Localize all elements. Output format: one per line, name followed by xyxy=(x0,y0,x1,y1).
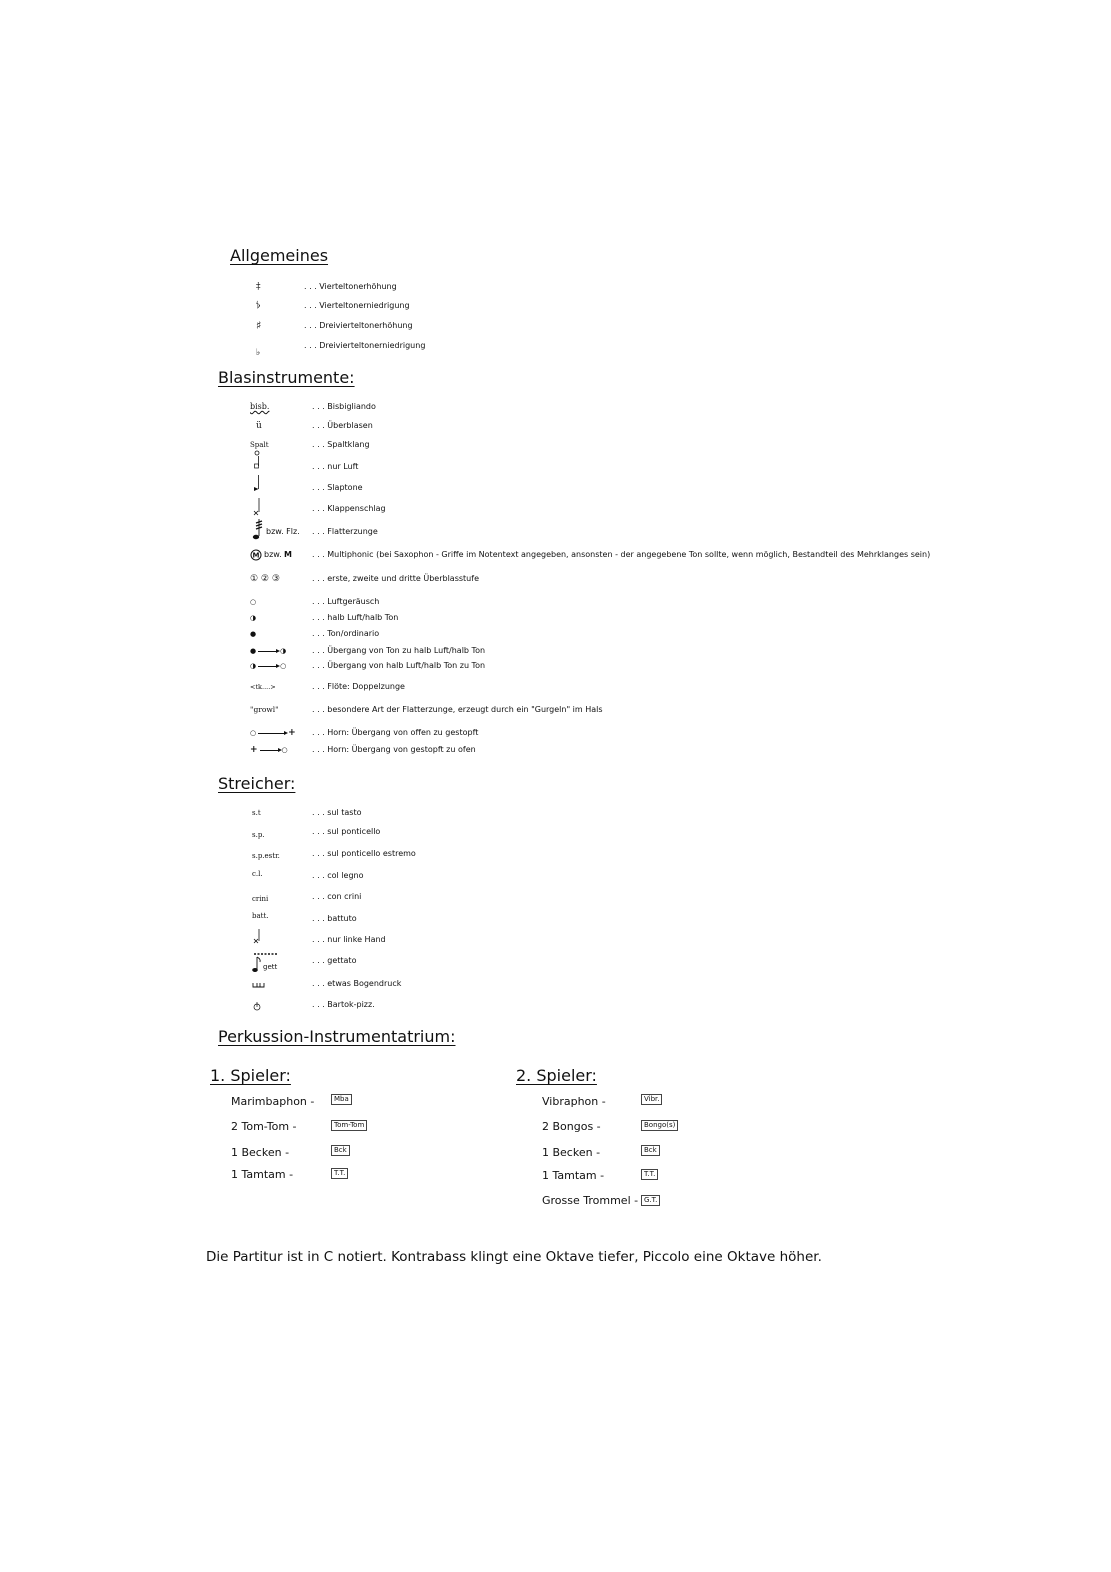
split-tone-icon: Spalt xyxy=(250,441,269,449)
stopped-to-open-icon: + ○ xyxy=(250,745,288,755)
sul-ponticello-icon: s.p. xyxy=(252,831,265,839)
air-only-note-icon xyxy=(250,450,264,470)
instrument-name: 1 Tamtam - xyxy=(542,1169,605,1182)
section-heading-blasinstrumente: Blasinstrumente: xyxy=(218,368,355,387)
instrument-name: Grosse Trommel - xyxy=(542,1194,639,1207)
instrument-abbr: Tom-Tom xyxy=(331,1120,367,1131)
overblow-levels-icon: ① ② ③ xyxy=(250,574,280,584)
legend-page: Allgemeines ‡ . . . Vierteltonerhöhung 𝄳 . . . Vierteltonerniedrigung ♯ . . . Dreivierteltonerhöhung ♭ . . . Dreivierteltonerniedrigung Blasinstrumente: bisb. . . . Bisbigliando ü . . . Überblasen Spalt . . . Spaltklang . . . nur Luft . . . Slaptone . . . Klappenschlag bzw. Flz. . . . Flatterzunge M bzw. M . . . Multiphonic (bei Saxophon - Griffe im Notentext angegeben, ansonsten - der angegebene Ton sollte, wenn möglich, Bestandteil des Mehrklanges sein) ① ② ③ . . . erste, zweite und dritte Überblasstufe ○ . . . Luftgeräusch ◑ . . . halb Luft/halb Ton ● . . . Ton/ordinario ● ◑ . . . Übergang von Ton zu halb Luft/halb Ton ◑ ○ . . . Übergang von halb Luft/halb Ton zu Ton <tk....> . . . Flöte: Doppelzunge "growl" . . . besondere Art der Flatterzunge, erzeugt durch ein "Gurgeln" im Hals ○ + . . . Horn: Übergang von offen zu gestopft + ○ . . . Horn: Übergang von gestopft zu ofen Streicher: s.t . . . sul tasto s.p. . . . sul ponticello s.p.estr. . . . sul ponticello estremo c.l. . . . col legno crini . . . con crini batt. . . . battuto . . . nur linke Hand gett . . . gettato . . . etwas Bogendruck . . . Bartok-pizz. Perkussion-Instrumentatrium: 1. Spieler: 2. Spieler: Marimbaphon - Mba 2 Tom-Tom - Tom-Tom 1 Becken - Bck 1 Tamtam - T.T. Vibraphon - Vibr. 2 Bongos - Bongo(s) 1 Becken - Bck 1 Tamtam - T.T. Grosse Trommel - G.T. Die Partitur ist in C notiert. Kontrabass klingt eine Oktave tiefer, Piccolo eine Oktave höher. xyxy=(206,246,931,1265)
key-click-note-icon xyxy=(250,498,264,518)
quarter-flat-icon: 𝄳 xyxy=(256,301,261,311)
svg-text:M: M xyxy=(252,551,260,560)
overblow-icon: ü xyxy=(256,421,262,431)
spieler-1-heading: 1. Spieler: xyxy=(210,1066,291,1085)
instrument-name: Vibraphon - xyxy=(542,1095,606,1108)
flutter-tongue-note-icon xyxy=(250,519,264,541)
instrument-name: 2 Tom-Tom - xyxy=(231,1120,297,1133)
section-heading-allgemeines: Allgemeines xyxy=(230,246,329,265)
col-legno-icon: c.l. xyxy=(252,870,263,878)
instrument-abbr: Bck xyxy=(641,1145,660,1156)
instrument-abbr: G.T. xyxy=(641,1195,660,1206)
multiphonic-icon xyxy=(250,549,262,561)
instrument-name: 1 Becken - xyxy=(542,1146,601,1159)
tone-to-half-air-icon: ● ◑ xyxy=(250,647,287,655)
growl-icon: "growl" xyxy=(250,705,279,714)
left-hand-only-note-icon xyxy=(252,929,264,947)
half-air-to-tone-icon: ◑ ○ xyxy=(250,662,287,670)
section-heading-streicher: Streicher: xyxy=(218,774,296,793)
instrument-name: Marimbaphon - xyxy=(231,1095,315,1108)
battuto-icon: batt. xyxy=(252,912,269,920)
instrument-name: 1 Becken - xyxy=(231,1146,290,1159)
quarter-sharp-icon: ‡ xyxy=(256,282,261,292)
footer-note: Die Partitur ist in C notiert. Kontrabass klingt eine Oktave tiefer, Piccolo eine Oktave höher. xyxy=(206,1249,822,1265)
sul-ponticello-estremo-icon: s.p.estr. xyxy=(252,852,280,860)
double-tongue-icon: <tk....> xyxy=(250,683,276,691)
bartok-pizz-icon xyxy=(252,1000,262,1012)
instrument-abbr: T.T. xyxy=(331,1168,348,1179)
open-to-stopped-icon: ○ + xyxy=(250,728,296,738)
three-quarter-flat-icon: ♭ xyxy=(256,348,261,358)
instrument-abbr: Vibr. xyxy=(641,1094,662,1105)
instrument-abbr: Bongo(s) xyxy=(641,1120,678,1131)
spieler-2-heading: 2. Spieler: xyxy=(516,1066,597,1085)
bisbigliando-icon: bisb. xyxy=(250,402,270,411)
instrument-name: 2 Bongos - xyxy=(542,1120,601,1133)
half-air-icon: ◑ xyxy=(250,614,257,622)
con-crini-icon: crini xyxy=(252,895,269,903)
bow-pressure-icon xyxy=(252,981,266,995)
sul-tasto-icon: s.t xyxy=(252,809,261,817)
tone-ordinario-icon: ● xyxy=(250,630,257,638)
three-quarter-sharp-icon: ♯ xyxy=(256,319,262,332)
instrument-abbr: Mba xyxy=(331,1094,352,1105)
slaptone-note-icon xyxy=(250,475,264,495)
instrument-abbr: Bck xyxy=(331,1145,350,1156)
instrument-name: 1 Tamtam - xyxy=(231,1168,294,1181)
instrument-abbr: T.T. xyxy=(641,1169,658,1180)
air-noise-icon: ○ xyxy=(250,598,257,606)
section-heading-perkussion: Perkussion-Instrumentatrium: xyxy=(218,1027,456,1046)
